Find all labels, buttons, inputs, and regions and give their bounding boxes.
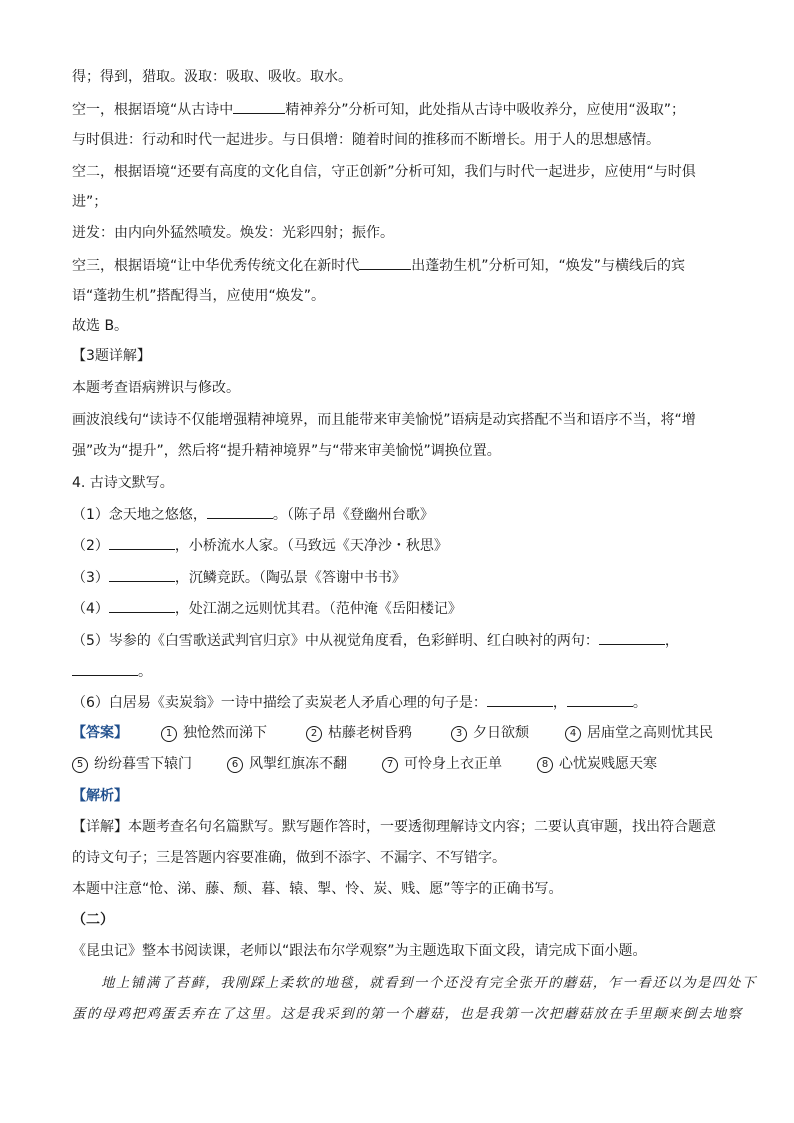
- answer-label: 【答案】: [72, 725, 128, 741]
- number-circle: 1: [161, 726, 177, 742]
- text-line: 语“蓬勃生机”搭配得当，应使用“焕发”。: [72, 288, 326, 304]
- text-line: [72, 255, 685, 276]
- question-title: 4. 古诗文默写。: [72, 475, 174, 491]
- text-line: 本题考查语病辨识与修改。: [72, 380, 240, 396]
- text-segment: ，处江湖之远则忧其君。（范仲淹《岳阳楼记》: [174, 601, 462, 617]
- text-segment: ，小桥流水人家。（马致远《天净沙・秋思》: [174, 538, 448, 554]
- number-circle: 7: [382, 757, 398, 773]
- answer-text: 纷纷暮雪下辕门: [94, 756, 192, 772]
- text-segment: （2）: [72, 538, 109, 554]
- text-line: 的诗文句子；三是答题内容要准确，做到不添字、不漏字、不写错字。: [72, 850, 506, 866]
- answer-text: 风掣红旗冻不翻: [249, 756, 347, 772]
- text-segment: （4）: [72, 601, 109, 617]
- number-circle: 3: [451, 726, 467, 742]
- answer-item: [161, 723, 267, 743]
- passage-line: 蛋的母鸡把鸡蛋丢弃在了这里。这是我采到的第一个蘑菇，也是我第一次把蘑菇放在手里颠来倒去地察: [72, 1006, 743, 1022]
- text-line: 与时俱进：行动和时代一起进步。与日俱增：随着时间的推移而不断增长。用于人的思想感情。: [72, 132, 660, 148]
- text-segment: 。: [138, 664, 152, 680]
- number-circle: 2: [306, 726, 322, 742]
- question-item: [72, 535, 448, 556]
- text-segment: 。（陈子昂《登幽州台歌》: [272, 507, 434, 523]
- blank-line: [599, 630, 665, 645]
- answer-item: [382, 754, 502, 774]
- blank-line: [109, 567, 175, 582]
- text-segment: （1）念天地之悠悠，: [72, 507, 207, 523]
- blank-line: [207, 504, 273, 519]
- text-segment: 精神养分”分析可知，此处指从古诗中吸收养分，应使用“汲取”；: [285, 102, 686, 118]
- text-line: 进”；: [72, 194, 108, 210]
- number-circle: 8: [537, 757, 553, 773]
- text-segment: ，: [552, 695, 567, 711]
- section-heading: （二）: [72, 912, 114, 928]
- blank-line: [233, 99, 285, 114]
- answer-item: [451, 723, 529, 743]
- number-circle: 6: [227, 757, 243, 773]
- text-line: [72, 99, 685, 120]
- detail-label: 【详解】: [72, 819, 128, 835]
- text-segment: 。: [632, 695, 647, 711]
- answer-item: [537, 754, 657, 774]
- blank-line: [72, 661, 138, 676]
- blank-line: [567, 692, 633, 707]
- text-segment: 出蓬勃生机”分析可知，“焕发”与横线后的宾: [411, 258, 686, 274]
- question-item: [72, 692, 647, 713]
- number-circle: 4: [565, 726, 581, 742]
- section-heading: 【3题详解】: [72, 348, 151, 364]
- blank-line: [487, 692, 553, 707]
- passage-line: 地上铺满了苔藓，我刚踩上柔软的地毯，就看到一个还没有完全张开的蘑菇，乍一看还以为是四处下: [101, 975, 757, 991]
- text-line: 画波浪线句“读诗不仅能增强精神境界，而且能带来审美愉悦”语病是动宾搭配不当和语序不当，将“增: [72, 412, 696, 428]
- question-item: [72, 598, 462, 619]
- answer-item: [227, 754, 347, 774]
- answer-item: [565, 723, 713, 743]
- text-segment: ，: [664, 633, 679, 649]
- text-line: 得；得到，猎取。汲取：吸取、吸收。取水。: [72, 69, 352, 85]
- answer-text: 心忧炭贱愿天寒: [559, 756, 657, 772]
- blank-line: [109, 598, 175, 613]
- answer-text: 居庙堂之高则忧其民: [587, 725, 713, 741]
- text-line: [72, 817, 716, 837]
- text-segment: （3）: [72, 570, 109, 586]
- answer-item: [306, 723, 412, 743]
- answer-text: 独怆然而涕下: [183, 725, 267, 741]
- question-item: [72, 661, 152, 682]
- answer-text: 夕日欲颓: [473, 725, 529, 741]
- text-line: 空二，根据语境“还要有高度的文化自信，守正创新”分析可知，我们与时代一起进步，应使用“与时俱: [72, 164, 696, 180]
- text-segment: 空三，根据语境“让中华优秀传统文化在新时代: [72, 258, 360, 274]
- question-item: [72, 630, 679, 651]
- answer-text: 枯藤老树昏鸦: [328, 725, 412, 741]
- text-line: 迸发：由内向外猛然喷发。焕发：光彩四射；振作。: [72, 225, 394, 241]
- text-line: 强”改为“提升”，然后将“提升精神境界”与“带来审美愉悦”调换位置。: [72, 443, 501, 459]
- number-circle: 5: [72, 757, 88, 773]
- text-segment: 本题考查名句名篇默写。默写题作答时，一要透彻理解诗文内容；二要认真审题，找出符合题意: [128, 819, 716, 835]
- text-line: 故选 B。: [72, 318, 129, 334]
- analysis-label: 【解析】: [72, 788, 128, 804]
- question-item: [72, 567, 406, 588]
- text-segment: ，沉鳞竞跃。（陶弘景《答谢中书书》: [174, 570, 406, 586]
- answer-text: 可怜身上衣正单: [404, 756, 502, 772]
- question-item: [72, 504, 434, 525]
- text-line: 《昆虫记》整本书阅读课，老师以“跟法布尔学观察”为主题选取下面文段，请完成下面小题。: [72, 943, 647, 959]
- text-line: 本题中注意“怆、涕、藤、颓、暮、辕、掣、怜、炭、贱、愿”等字的正确书写。: [72, 881, 563, 897]
- text-segment: 空一，根据语境“从古诗中: [72, 102, 234, 118]
- text-segment: （6）白居易《卖炭翁》一诗中描绘了卖炭老人矛盾心理的句子是：: [72, 695, 487, 711]
- text-segment: （5）岑参的《白雪歌送武判官归京》中从视觉角度看，色彩鲜明、红白映衬的两句：: [72, 633, 599, 649]
- blank-line: [109, 535, 175, 550]
- answer-item: [72, 754, 192, 774]
- blank-line: [359, 255, 411, 270]
